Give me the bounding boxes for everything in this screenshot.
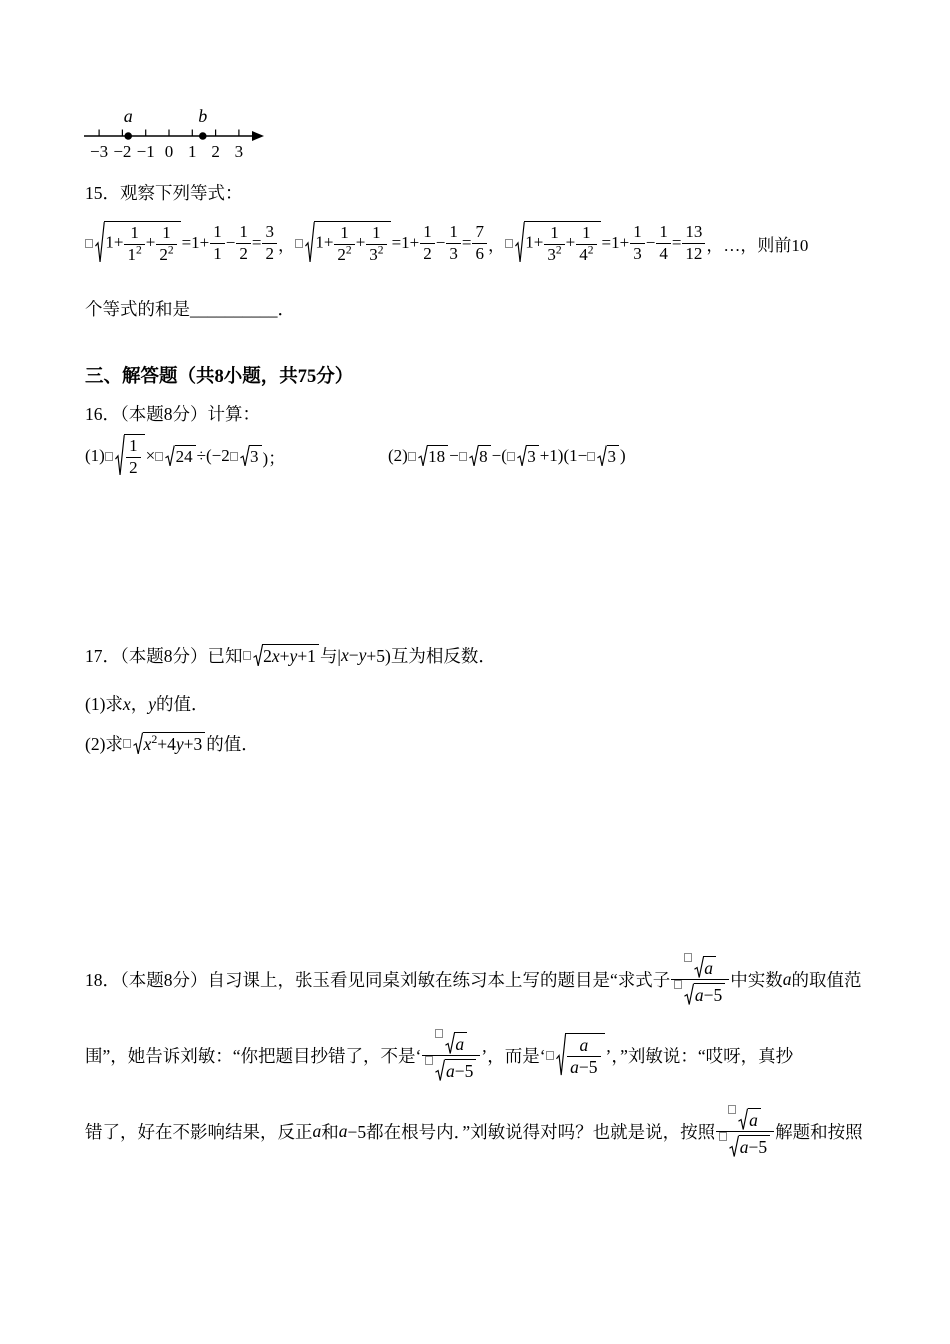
fraction: $\frac{1}{2}$ — [419, 222, 436, 263]
missing-root-index-box-icon — [459, 452, 467, 461]
missing-root-index-box-icon — [546, 1051, 554, 1060]
problem-17-q1: (1)求x，y的值． — [85, 694, 209, 714]
missing-root-index-box-icon — [408, 452, 416, 461]
problem-18-line-3: 错了，好在不影响结果，反正 a 和 a −5都在根号内．”刘敏说得对吗？也就是说，按照 $\frac{a}{a-5}$ 解题和按照 — [85, 1100, 863, 1162]
section-header: 三、解答题（共8小题，共75分） — [85, 367, 354, 387]
radical: 1+ $\frac{1}{3^2}$ + $\frac{1}{4^2}$ — [515, 221, 601, 264]
fraction — [421, 1029, 481, 1082]
radical: 3 — [597, 445, 619, 467]
missing-root-index-box-icon — [435, 1029, 443, 1038]
fraction: $\frac{1}{4}$ — [655, 222, 672, 263]
problem-16-item-2: (2) 18 − 8 −( 3 +1)(1− 3 ) — [388, 446, 626, 466]
missing-root-index-box-icon — [123, 739, 131, 748]
fraction — [670, 953, 730, 1006]
radical: 1+ $\frac{1}{1^2}$ + $\frac{1}{2^2}$ — [95, 221, 181, 264]
missing-root-index-box-icon — [505, 239, 513, 248]
point-dot-b — [199, 132, 207, 140]
fraction: $\frac{1}{3}$ — [629, 222, 646, 263]
problem-15-equation: 1+ $\frac{1}{1^2}$ + $\frac{1}{2^2}$ =1+ $\frac{1}{1}$ − $\frac{1}{2}$ = $\frac{3}{2}$ ， 1+ $\frac{1}{2^2}$ + $\frac{1}{3^2}$ =1+ $\frac{1}{2}$ − $\frac{1}{3}$ = $\frac{7}{6}$ ， 1+ $\frac{1}{3^2}$ + $\frac{1}{4^2}$ =1+ $\frac{1}{3}$ − $\frac{1}{4}$ = $\frac{13}{12}$ ，…，则前10 — [85, 213, 808, 273]
axis-arrowhead — [252, 131, 264, 141]
missing-root-index-box-icon — [85, 239, 93, 248]
fraction: $\frac{1}{2}$ — [125, 436, 142, 477]
fraction: $\frac{1}{2}$ — [235, 222, 252, 263]
number-line-figure — [70, 103, 280, 167]
axis-tick-label: −3 — [90, 142, 109, 161]
axis-tick-label: 1 — [188, 142, 197, 161]
problem-18-line-2: 围”，她告诉刘敏：“你把题目抄错了，不是‘ $\frac{a}{a-5}$ ’，而是‘ $\frac{a}{a-5}$ ’，”刘敏说：“哎呀，真抄 — [85, 1024, 793, 1086]
problem-17-q2: (2)求 $x^2+4y+3$ 的值． — [85, 731, 259, 754]
fraction: $\frac{7}{6}$ — [471, 222, 488, 263]
fraction: $\frac{a}{a-5}$ — [566, 1035, 601, 1077]
missing-root-index-box-icon — [230, 452, 238, 461]
radical: 1+ $\frac{1}{2^2}$ + $\frac{1}{3^2}$ — [305, 221, 391, 264]
radical: $x^2+4y+3$ — [133, 732, 205, 755]
problem-16-item-1: (1) $\frac{1}{2}$ × 24 ÷(−2 3 )； — [85, 436, 286, 477]
fraction: $\frac{1}{4^2}$ — [575, 223, 597, 264]
point-dot-a — [124, 132, 132, 140]
axis-ticks — [90, 130, 243, 162]
problem-15-label: 15．观察下列等式： — [85, 183, 243, 203]
point-label-a: a — [123, 106, 133, 126]
radical: a — [738, 1108, 760, 1131]
axis-tick-label: 0 — [164, 142, 174, 161]
radical: 18 — [418, 445, 448, 467]
axis-tick-label: 2 — [211, 142, 220, 161]
fraction: $\frac{1}{3}$ — [445, 222, 462, 263]
radical: 3 — [517, 445, 539, 467]
fraction: $\frac{13}{12}$ — [681, 222, 706, 263]
radical: 8 — [469, 445, 491, 467]
radical — [556, 1033, 605, 1077]
problem-18-line-1: 18．（本题8分）自习课上，张玉看见同桌刘敏在练习本上写的题目是“求式子 $\frac{a}{a-5}$ 中实数 a 的取值范 — [85, 948, 862, 1010]
fraction: $\frac{1}{3^2}$ — [543, 223, 565, 264]
radical: 2x+y+1 — [253, 644, 319, 667]
missing-root-index-box-icon — [243, 651, 251, 660]
radical: a−5 — [435, 1059, 476, 1082]
point-label-b: b — [198, 106, 208, 126]
missing-root-index-box-icon — [507, 452, 515, 461]
missing-root-index-box-icon — [719, 1132, 727, 1141]
radical: a — [694, 956, 716, 979]
axis-tick-label: −2 — [113, 142, 132, 161]
missing-root-index-box-icon — [587, 452, 595, 461]
fraction: $\frac{1}{3^2}$ — [365, 223, 387, 264]
marked-points — [124, 106, 208, 140]
radical: 24 — [165, 445, 195, 467]
radical — [115, 434, 145, 477]
axis-tick-label: 3 — [234, 142, 244, 161]
fraction: $\frac{1}{2^2}$ — [155, 223, 177, 264]
missing-root-index-box-icon — [674, 980, 682, 989]
missing-root-index-box-icon — [295, 239, 303, 248]
fraction: $\frac{1}{1^2}$ — [123, 223, 145, 264]
fraction — [715, 1105, 775, 1158]
problem-17-intro: 17．（本题8分）已知 2x+y+1 与| x − y +5)互为相反数． — [85, 644, 496, 666]
missing-root-index-box-icon — [105, 452, 113, 461]
fraction: $\frac{3}{2}$ — [261, 222, 278, 263]
problem-16-label: 16．（本题8分）计算： — [85, 404, 260, 424]
missing-root-index-box-icon — [728, 1105, 736, 1114]
missing-root-index-box-icon — [425, 1056, 433, 1065]
axis-tick-label: −1 — [136, 142, 155, 161]
problem-15-blank-line: 个等式的和是__________． — [85, 299, 295, 319]
radical: a — [445, 1032, 467, 1055]
radical: 3 — [240, 445, 262, 467]
fraction: $\frac{1}{1}$ — [209, 222, 226, 263]
radical: a−5 — [729, 1135, 770, 1158]
radical: a−5 — [684, 983, 725, 1006]
missing-root-index-box-icon — [155, 452, 163, 461]
missing-root-index-box-icon — [684, 953, 692, 962]
fraction: $\frac{1}{2^2}$ — [333, 223, 355, 264]
